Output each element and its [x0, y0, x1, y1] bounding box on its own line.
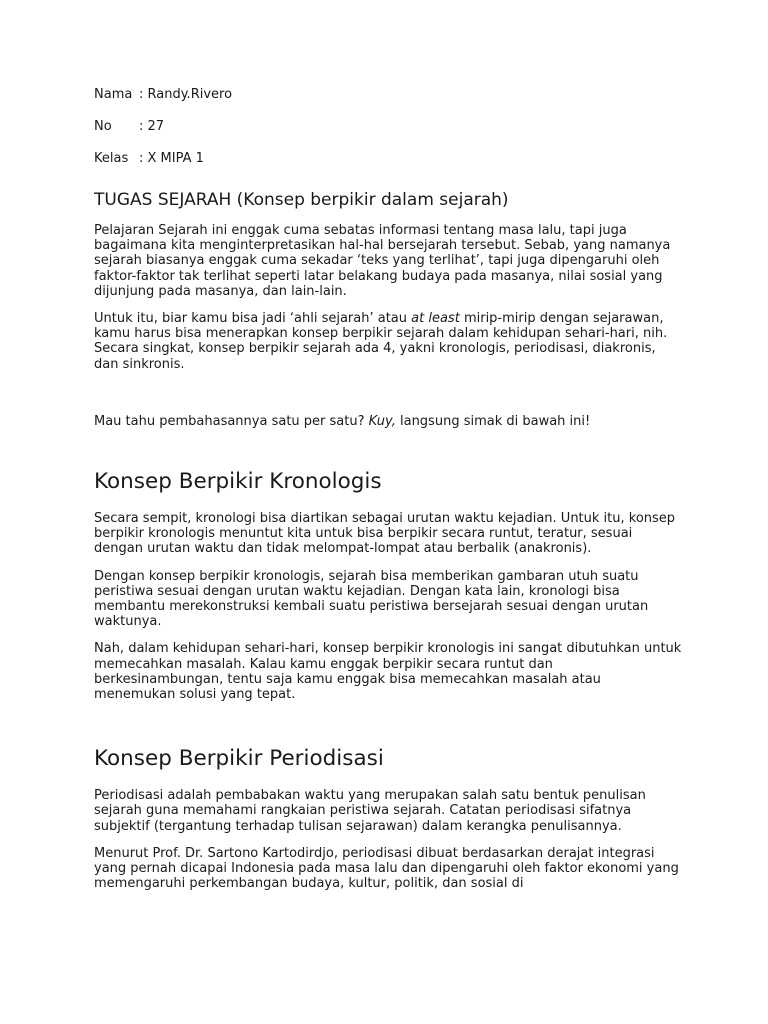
intro-p2-text-1: Untuk itu, biar kamu bisa jadi ‘ahli sejarah’ atau — [94, 311, 412, 327]
intro-p3-text-2: langsung simak di bawah ini! — [395, 413, 591, 429]
intro-p2-text-2: mirip-mirip dengan sejarawan, kamu harus bisa menerapkan konsep berpikir sejarah dalam kehidupan sehari-hari, nih. Secara singkat, konsep berpikir sejarah ada 4, yakni kronologis, periodisasi, diakronis, dan sinkronis. — [94, 311, 668, 372]
kronologis-paragraph-2: Dengan konsep berpikir kronologis, sejarah bisa memberikan gambaran utuh suatu peristiwa sesuai dengan urutan waktu kejadian. Dengan kata lain, kronologi bisa membantu merekonstruksi kembali suatu peristiwa bersejarah sesuai dengan urutan waktunya. — [94, 568, 649, 630]
info-no-value: : 27 — [139, 119, 165, 134]
info-nama-value: : Randy.Rivero — [139, 87, 233, 102]
info-nama — [94, 87, 684, 103]
info-kelas-value: : X MIPA 1 — [139, 151, 204, 166]
intro-paragraph-2 — [94, 311, 684, 372]
info-kelas — [94, 151, 684, 167]
periodisasi-paragraph-1: Periodisasi adalah pembabakan waktu yang merupakan salah satu bentuk penulisan sejarah guna memahami rangkaian peristiwa sejarah. Catatan periodisasi sifatnya subjektif (tergantung terhadap tulisan sejarawan) dalam kerangka penulisannya. — [94, 788, 646, 834]
document-content — [94, 87, 684, 903]
intro-paragraph-1: Pelajaran Sejarah ini enggak cuma sebatas informasi tentang masa lalu, tapi juga bagaimana kita menginterpretasikan hal-hal bersejarah tersebut. Sebab, yang namanya sejarah biasanya enggak cuma sekadar ‘teks yang terlihat’, tapi juga dipengaruhi oleh faktor-faktor tak terlihat seperti latar belakang budaya pada masanya, nilai sosial yang dijunjung pada masanya, dan lain-lain. — [94, 223, 671, 299]
intro-p2-emphasis: at least — [411, 311, 460, 327]
intro-paragraph-3 — [94, 414, 684, 429]
document-title: TUGAS SEJARAH (Konsep berpikir dalam sejarah) — [94, 190, 509, 210]
section-heading-periodisasi: Konsep Berpikir Periodisasi — [94, 746, 384, 772]
kronologis-paragraph-3: Nah, dalam kehidupan sehari-hari, konsep berpikir kronologis ini sangat dibutuhkan untuk memecahkan masalah. Kalau kamu enggak berpikir secara runtut dan berkesinambungan, tentu saja kamu enggak bisa memecahkan masalah atau menemukan solusi yang tepat. — [94, 641, 682, 703]
info-no-label: No — [94, 119, 112, 134]
info-no — [94, 119, 684, 135]
info-nama-label: Nama — [94, 87, 133, 102]
periodisasi-paragraph-2: Menurut Prof. Dr. Sartono Kartodirdjo, periodisasi dibuat berdasarkan derajat integrasi yang pernah dicapai Indonesia pada masa lalu dan dipengaruhi oleh faktor ekonomi yang memengaruhi perkembangan budaya, kultur, politik, dan sosial di — [94, 845, 679, 892]
intro-p3-text-1: Mau tahu pembahasannya satu per satu? — [94, 413, 369, 429]
spacer — [94, 384, 684, 414]
kronologis-paragraph-1: Secara sempit, kronologi bisa diartikan sebagai urutan waktu kejadian. Untuk itu, konsep berpikir kronologis menuntut kita untuk bisa berpikir secara runtut, teratur, sesuai dengan urutan waktu dan tidak melompat-lompat atau berbalik (anakronis). — [94, 511, 676, 557]
section-heading-kronologis: Konsep Berpikir Kronologis — [94, 469, 382, 495]
info-kelas-label: Kelas — [94, 151, 129, 166]
intro-p3-emphasis: Kuy, — [368, 413, 396, 429]
